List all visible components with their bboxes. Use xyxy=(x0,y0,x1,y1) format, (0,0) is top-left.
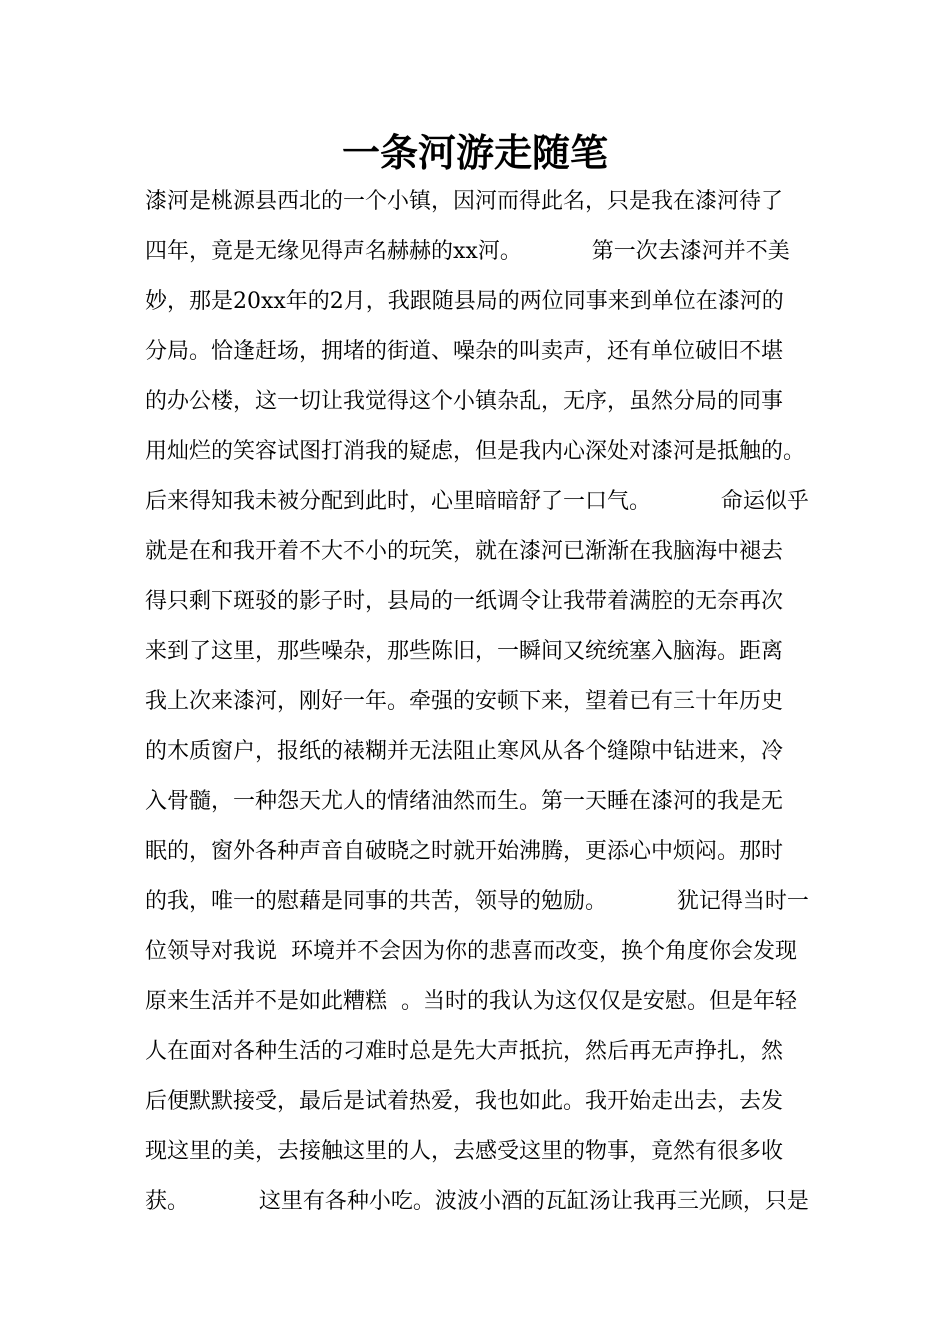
body-line: 漆河是桃源县西北的一个小镇，因河而得此名，只是我在漆河待了 xyxy=(145,189,784,214)
body-line: 得只剩下斑驳的影子时，县局的一纸调令让我带着满腔的无奈再次 xyxy=(145,589,784,614)
body-line: 用灿烂的笑容试图打消我的疑虑，但是我内心深处对漆河是抵触的。 xyxy=(145,439,806,464)
body-line: 就是在和我开着不大不小的玩笑，就在漆河已渐渐在我脑海中褪去 xyxy=(145,539,784,564)
body-line: 四年，竟是无缘见得声名赫赫的xx河。 第一次去漆河并不美 xyxy=(145,239,790,264)
body-line: 获。 这里有各种小吃。波波小酒的瓦缸汤让我再三光顾，只是 xyxy=(145,1189,809,1214)
body-line: 位领导对我说 环境并不会因为你的悲喜而改变，换个角度你会发现 xyxy=(145,939,797,964)
body-line: 后来得知我未被分配到此时，心里暗暗舒了一口气。 命运似乎 xyxy=(145,489,809,514)
body-line: 入骨髓，一种怨天尤人的情绪油然而生。第一天睡在漆河的我是无 xyxy=(145,789,784,814)
body-line: 人在面对各种生活的刁难时总是先大声抵抗，然后再无声挣扎，然 xyxy=(145,1039,784,1064)
body-line: 的办公楼，这一切让我觉得这个小镇杂乱，无序，虽然分局的同事 xyxy=(145,389,784,414)
body-line: 原来生活并不是如此糟糕 。当时的我认为这仅仅是安慰。但是年轻 xyxy=(145,989,797,1014)
body-line: 分局。恰逢赶场，拥堵的街道、噪杂的叫卖声，还有单位破旧不堪 xyxy=(145,339,784,364)
body-line: 现这里的美，去接触这里的人，去感受这里的物事，竟然有很多收 xyxy=(145,1139,784,1164)
body-line: 来到了这里，那些噪杂，那些陈旧，一瞬间又统统塞入脑海。距离 xyxy=(145,639,784,664)
body-line: 我上次来漆河，刚好一年。牵强的安顿下来，望着已有三十年历史 xyxy=(145,689,784,714)
document-body xyxy=(145,177,845,1227)
body-line: 妙，那是20xx年的2月，我跟随县局的两位同事来到单位在漆河的 xyxy=(145,289,784,314)
body-line: 的木质窗户，报纸的裱糊并无法阻止寒风从各个缝隙中钻进来，冷 xyxy=(145,739,784,764)
body-line: 的我，唯一的慰藉是同事的共苦，领导的勉励。 犹记得当时一 xyxy=(145,889,809,914)
document-title: 一条河游走随笔 xyxy=(341,131,608,175)
body-line: 后便默默接受，最后是试着热爱，我也如此。我开始走出去，去发 xyxy=(145,1089,784,1114)
body-line: 眠的，窗外各种声音自破晓之时就开始沸腾，更添心中烦闷。那时 xyxy=(145,839,784,864)
